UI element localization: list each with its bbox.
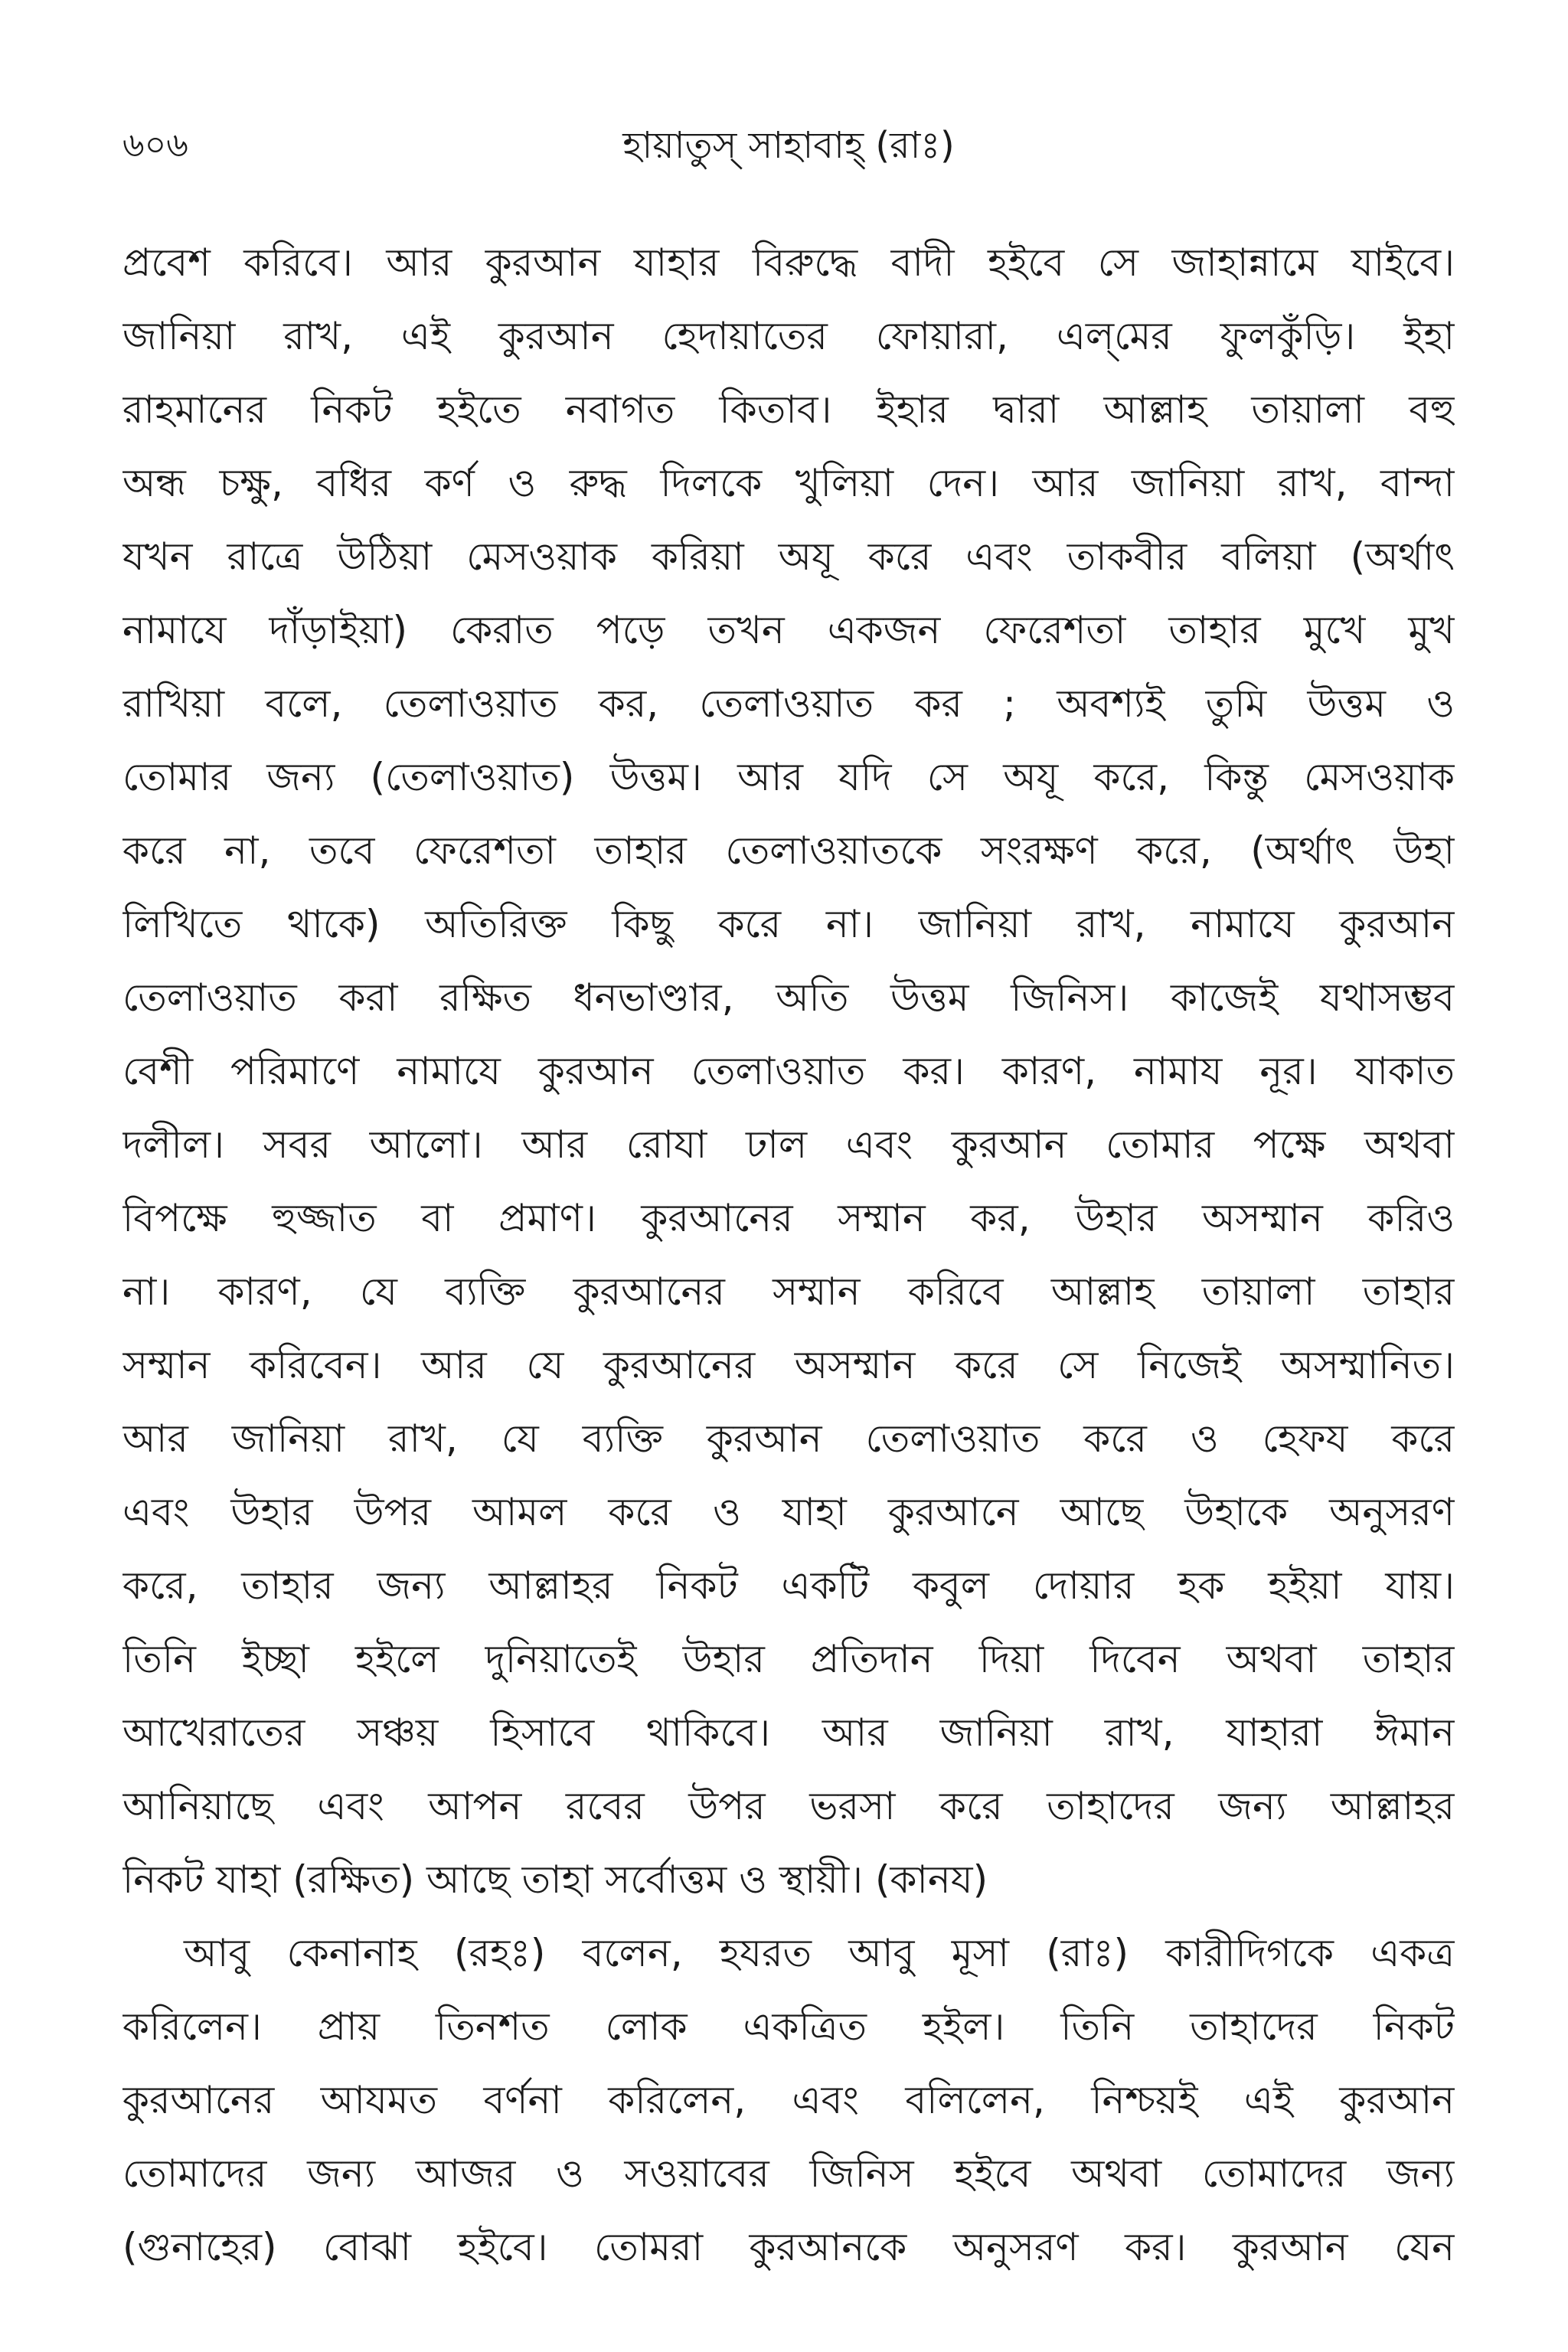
text-line: আর জানিয়া রাখ, যে ব্যক্তি কুরআন তেলাওয়াত করে ও হেফয করে <box>122 1416 1455 1461</box>
text-line: সম্মান করিবেন। আর যে কুরআনের অসম্মান করে সে নিজেই অসম্মানিত। <box>122 1343 1455 1387</box>
text-line: করে, তাহার জন্য আল্লাহর নিকট একটি কবুল দোয়ার হক হইয়া যায়। <box>122 1563 1455 1608</box>
text-line: রাখিয়া বলে, তেলাওয়াত কর, তেলাওয়াত কর ; অবশ্যই তুমি উত্তম ও <box>122 681 1455 726</box>
text-line: (গুনাহের) বোঝা হইবে। তোমরা কুরআনকে অনুসরণ কর। কুরআন যেন <box>122 2225 1455 2269</box>
text-line: এবং উহার উপর আমল করে ও যাহা কুরআনে আছে উহাকে অনুসরণ <box>122 1490 1455 1534</box>
text-line: রাহমানের নিকট হইতে নবাগত কিতাব। ইহার দ্বারা আল্লাহ তায়ালা বহু <box>122 387 1455 432</box>
text-line: আবু কেনানাহ (রহঃ) বলেন, হযরত আবু মূসা (রাঃ) কারীদিগকে একত্র <box>184 1931 1455 1975</box>
text-line: করিলেন। প্রায় তিনশত লোক একত্রিত হইল। তিনি তাহাদের নিকট <box>122 2004 1455 2049</box>
text-line: প্রবেশ করিবে। আর কুরআন যাহার বিরুদ্ধে বাদী হইবে সে জাহান্নামে যাইবে। <box>122 240 1455 285</box>
text-line: আনিয়াছে এবং আপন রবের উপর ভরসা করে তাহাদের জন্য আল্লাহর <box>122 1784 1455 1828</box>
text-line: তেলাওয়াত করা রক্ষিত ধনভাণ্ডার, অতি উত্তম জিনিস। কাজেই যথাসম্ভব <box>122 975 1455 1020</box>
running-title: হায়াতুস্ সাহাবাহ্ (রাঃ) <box>622 124 955 167</box>
text-line: দলীল। সবর আলো। আর রোযা ঢাল এবং কুরআন তোমার পক্ষে অথবা <box>122 1122 1455 1167</box>
text-line: অন্ধ চক্ষু, বধির কর্ণ ও রুদ্ধ দিলকে খুলিয়া দেন। আর জানিয়া রাখ, বান্দা <box>122 461 1455 505</box>
page-header <box>122 115 1455 176</box>
text-line: নিকট যাহা (রক্ষিত) আছে তাহা সর্বোত্তম ও স্থায়ী। (কানয) <box>122 1857 988 1902</box>
page-number: ৬০৬ <box>122 126 188 165</box>
text-line: না। কারণ, যে ব্যক্তি কুরআনের সম্মান করিবে আল্লাহ তায়ালা তাহার <box>122 1269 1455 1314</box>
text-line: করে না, তবে ফেরেশতা তাহার তেলাওয়াতকে সংরক্ষণ করে, (অর্থাৎ উহা <box>122 828 1455 873</box>
text-line: তোমার জন্য (তেলাওয়াত) উত্তম। আর যদি সে অযূ করে, কিন্তু মেসওয়াক <box>122 755 1455 799</box>
text-line: জানিয়া রাখ, এই কুরআন হেদায়াতের ফোয়ারা, এল্‌মের ফুলকুঁড়ি। ইহা <box>122 314 1455 358</box>
text-line: যখন রাত্রে উঠিয়া মেসওয়াক করিয়া অযূ করে এবং তাকবীর বলিয়া (অর্থাৎ <box>122 534 1455 579</box>
text-line: তোমাদের জন্য আজর ও সওয়াবের জিনিস হইবে অথবা তোমাদের জন্য <box>122 2151 1455 2196</box>
text-line: বেশী পরিমাণে নামাযে কুরআন তেলাওয়াত কর। কারণ, নামায নূর। যাকাত <box>122 1049 1455 1093</box>
text-line: বিপক্ষে হুজ্জাত বা প্রমাণ। কুরআনের সম্মান কর, উহার অসম্মান করিও <box>122 1196 1455 1240</box>
text-line: নামাযে দাঁড়াইয়া) কেরাত পড়ে তখন একজন ফেরেশতা তাহার মুখে মুখ <box>122 608 1455 652</box>
text-line: কুরআনের আযমত বর্ণনা করিলেন, এবং বলিলেন, নিশ্চয়ই এই কুরআন <box>122 2078 1455 2122</box>
text-line: লিখিতে থাকে) অতিরিক্ত কিছু করে না। জানিয়া রাখ, নামাযে কুরআন <box>122 902 1455 946</box>
text-line: তিনি ইচ্ছা হইলে দুনিয়াতেই উহার প্রতিদান দিয়া দিবেন অথবা তাহার <box>122 1637 1455 1681</box>
text-line: আখেরাতের সঞ্চয় হিসাবে থাকিবে। আর জানিয়া রাখ, যাহারা ঈমান <box>122 1710 1455 1755</box>
body-text <box>122 226 1455 2284</box>
